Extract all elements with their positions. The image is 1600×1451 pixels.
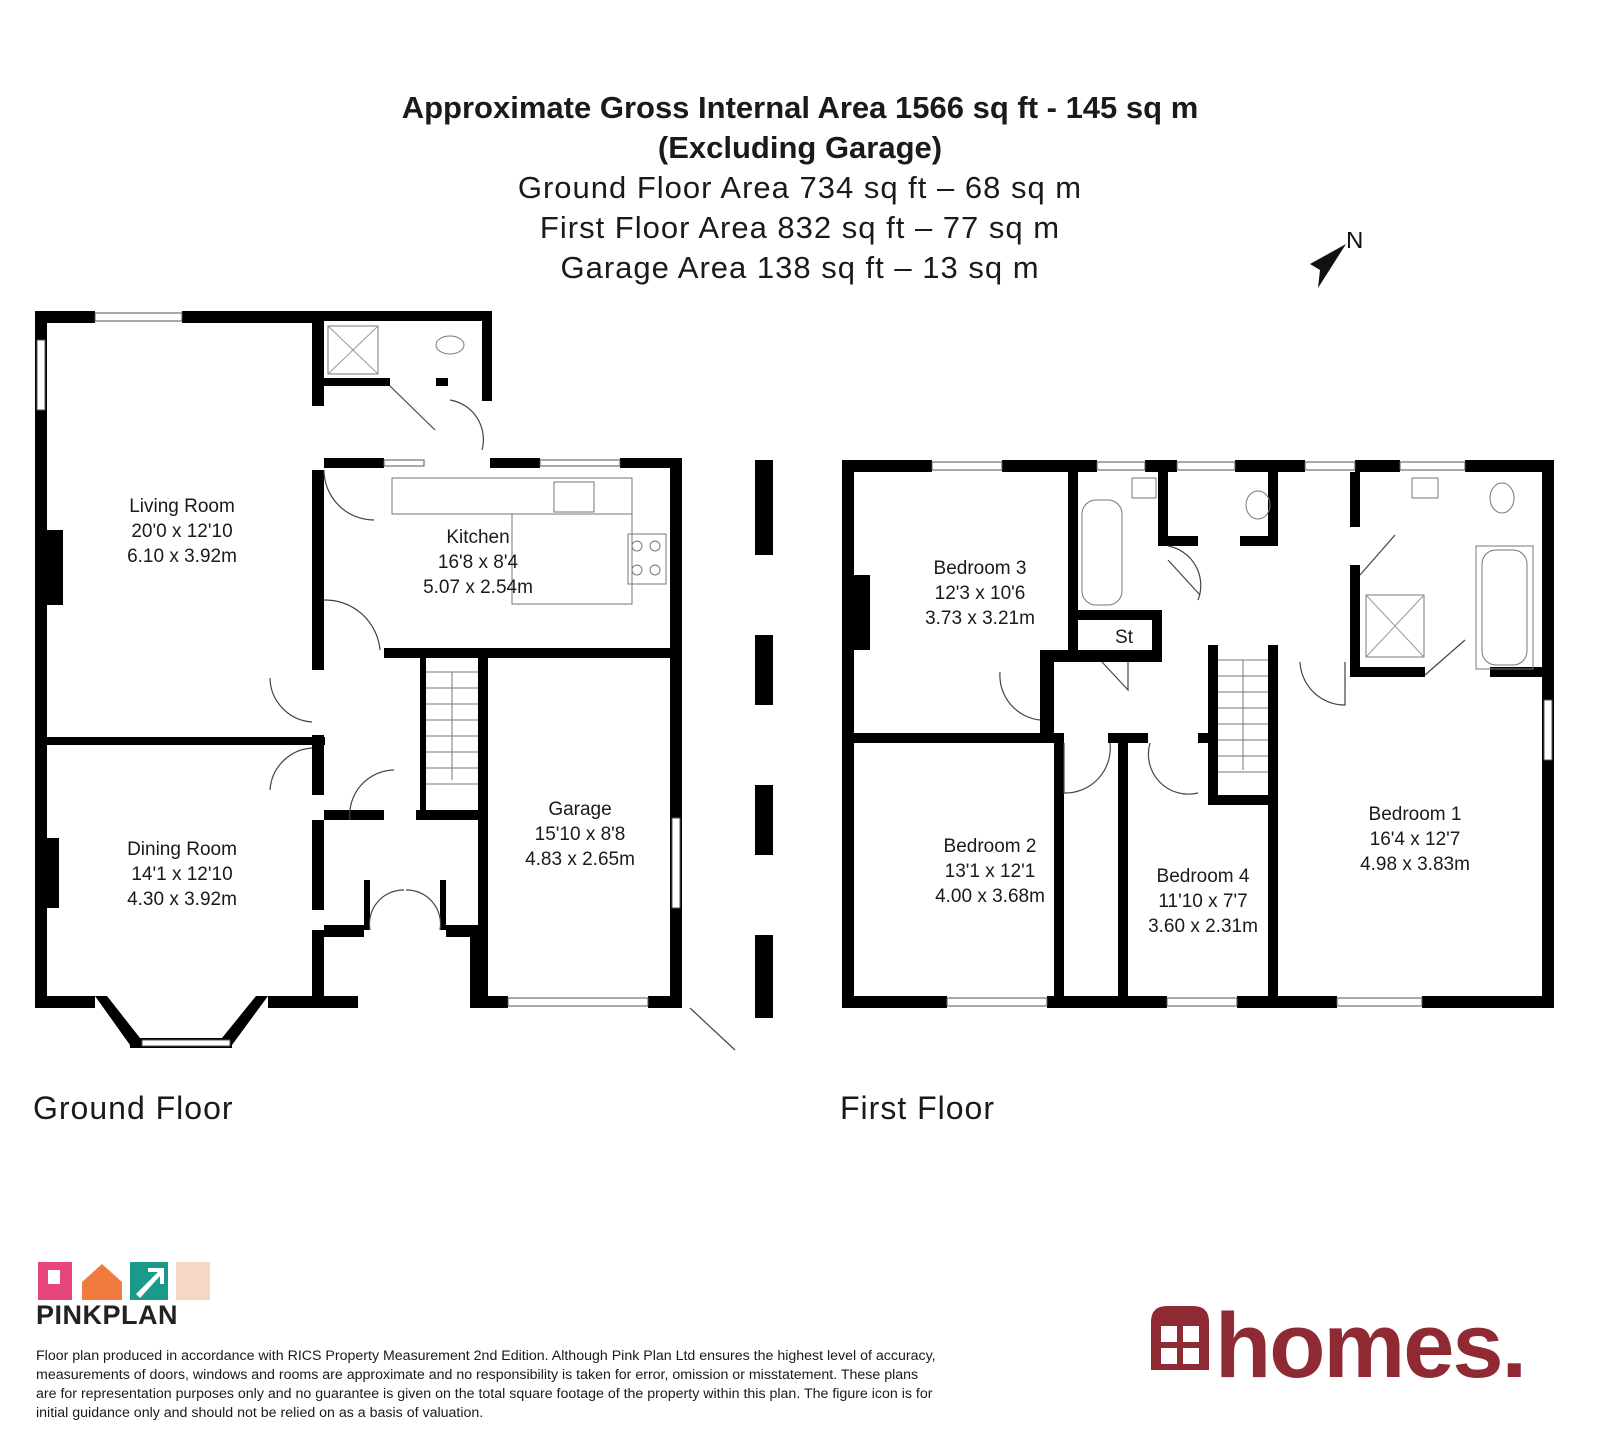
bedroom-3-metric: 3.73 x 3.21m: [925, 608, 1035, 629]
bedroom-1-metric: 4.98 x 3.83m: [1360, 854, 1470, 875]
bedroom-2-metric: 4.00 x 3.68m: [935, 886, 1045, 907]
dining-room-metric: 4.30 x 3.92m: [127, 889, 237, 910]
dining-room-name: Dining Room: [127, 839, 237, 860]
living-room-imperial: 20'0 x 12'10: [131, 521, 233, 542]
living-room-metric: 6.10 x 3.92m: [127, 546, 237, 567]
room-garage: [525, 799, 635, 870]
bedroom-2-imperial: 13'1 x 12'1: [944, 861, 1036, 882]
bedroom-4-name: Bedroom 4: [1156, 866, 1250, 887]
bedroom-3-name: Bedroom 3: [933, 558, 1027, 579]
dining-room-imperial: 14'1 x 12'10: [131, 864, 233, 885]
first-floor-area: First Floor Area 832 sq ft – 77 sq m: [539, 210, 1061, 245]
room-kitchen: [423, 527, 533, 598]
room-dining: [127, 839, 237, 910]
north-label: N: [1346, 232, 1364, 254]
gross-area-title: Approximate Gross Internal Area 1566 sq ft - 145 sq m: [401, 90, 1199, 125]
room-bedroom-4: [1148, 866, 1258, 937]
room-bedroom-3: [925, 558, 1035, 629]
bedroom-1-name: Bedroom 1: [1368, 804, 1462, 825]
excluding-garage-note: (Excluding Garage): [657, 130, 943, 165]
room-bedroom-2: [935, 836, 1045, 907]
garage-area: Garage Area 138 sq ft – 13 sq m: [560, 250, 1040, 285]
living-room-name: Living Room: [129, 496, 235, 517]
bedroom-2-name: Bedroom 2: [943, 836, 1037, 857]
bedroom-3-imperial: 12'3 x 10'6: [934, 583, 1026, 604]
disclaimer-text: Floor plan produced in accordance with RICS Property Measurement 2nd Edition. Although Pink Plan Ltd ensures the highest level of accuracy, measurements of doors, windows and rooms are approximate and no responsibility is taken for error, omission or misstatement. These plans are for representation purposes only and no guarantee is given on the total square footage of the property within this plan. The figure icon is for initial guidance only and should not be relied on as a basis of valuation.: [36, 1348, 936, 1421]
pinkplan-logo-icon: [36, 1260, 216, 1302]
garage-name: Garage: [548, 799, 612, 820]
room-bedroom-1: [1360, 804, 1470, 875]
store-label: St: [1115, 627, 1133, 648]
homes-logo-icon: [1145, 1300, 1215, 1372]
pinkplan-wordmark: PINKPLAN: [36, 1300, 179, 1330]
room-living: [127, 496, 237, 567]
ground-floor-plan: [35, 311, 773, 1050]
kitchen-imperial: 16'8 x 8'4: [437, 552, 519, 573]
bedroom-4-metric: 3.60 x 2.31m: [1148, 916, 1258, 937]
bedroom-1-imperial: 16'4 x 12'7: [1369, 829, 1461, 850]
ground-floor-label: Ground Floor: [33, 1090, 234, 1126]
bedroom-4-imperial: 11'10 x 7'7: [1158, 891, 1248, 912]
kitchen-metric: 5.07 x 2.54m: [423, 577, 533, 598]
garage-imperial: 15'10 x 8'8: [534, 824, 626, 845]
homes-wordmark: homes.: [1215, 1295, 1526, 1397]
kitchen-name: Kitchen: [446, 527, 510, 548]
ground-floor-area: Ground Floor Area 734 sq ft – 68 sq m: [517, 170, 1083, 205]
garage-metric: 4.83 x 2.65m: [525, 849, 635, 870]
first-floor-label: First Floor: [840, 1090, 995, 1126]
